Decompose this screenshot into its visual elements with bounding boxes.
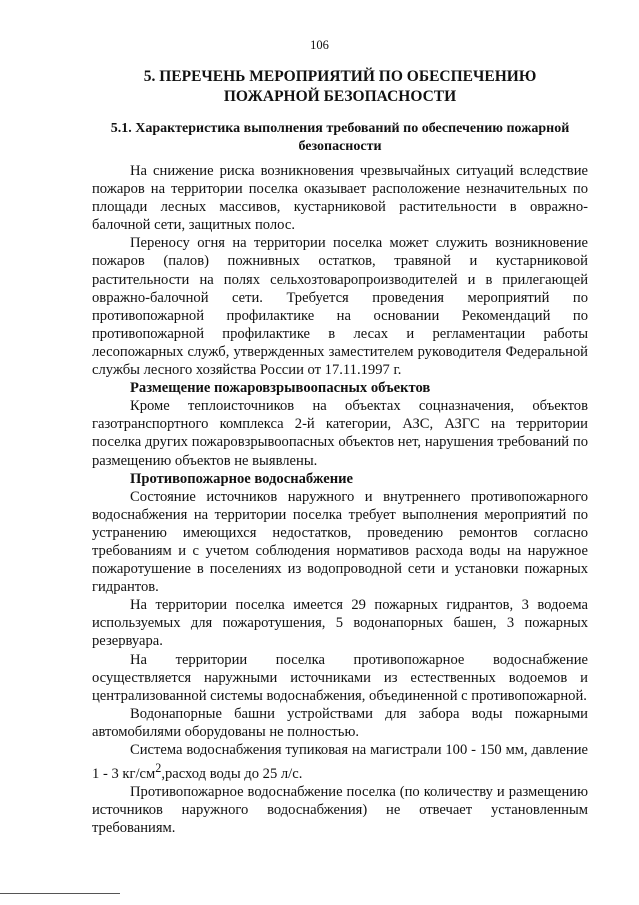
page-number: 106 xyxy=(310,38,329,52)
paragraph: Кроме теплоисточников на объектах соцназначения, объектов газотранспортного комплекса 2-й категории, АЗС, АЗГС на территории поселка других пожаровзрывоопасных объектов нет, нарушения требований по размещению объектов не выявлены. xyxy=(92,398,588,469)
subsection-title: 5.1. Характеристика выполнения требований по обеспечению пожарной безопасности xyxy=(110,121,570,154)
paragraph: Переносу огня на территории поселка может служить возникновение пожаров (палов) пожнивных остатков, травяной и кустарниковой растительности на полях сельхозтоваропроизводителей и в прилегающей овражно-балочной сети. Требуется проведения мероприятий по противопожарной профилактике на основании Рекомендаций по противопожарной профилактике в лесах и регламентации работы лесопожарных служб, утвержденных заместителем руководителя Федеральной службы лесного хозяйства России от 17.11.1997 г. xyxy=(92,235,588,379)
pressure-text: Система водоснабжения тупиковая на магистрали 100 - 150 мм, давление 1 - 3 кг/см xyxy=(92,742,588,782)
bottom-rule xyxy=(0,893,120,894)
superscript: 2 xyxy=(155,761,162,776)
flow-rate-text: ,расход воды до 25 л/с. xyxy=(161,765,303,782)
paragraph: На снижение риска возникновения чрезвычайных ситуаций вследствие пожаров на территории поселка оказывает расположение незначительных по площади лесных массивов, кустарниковой растительности в овражно-балочной сети, защитных полос. xyxy=(92,163,588,234)
subheading-hazardous-objects: Размещение пожаровзрывоопасных объектов xyxy=(130,380,431,397)
body-text xyxy=(92,162,588,837)
paragraph: Противопожарное водоснабжение поселка (по количеству и размещению источников наружного водоснабжения) не отвечает установленным требованиям. xyxy=(92,784,588,837)
paragraph: На территории поселка имеется 29 пожарных гидрантов, 3 водоема используемых для пожаротушения, 5 водонапорных башен, 3 пожарных резервуара. xyxy=(92,597,588,650)
paragraph: На территории поселка противопожарное водоснабжение осуществляется наружными источниками из естественных водоемов и централизованной системы водоснабжения, объединенной с противопожарной. xyxy=(92,651,588,704)
subheading-fire-water-supply: Противопожарное водоснабжение xyxy=(130,470,354,487)
paragraph: Состояние источников наружного и внутреннего противопожарного водоснабжения на территории поселка требует выполнения мероприятий по устранению имеющихся недостатков, проведению ремонтов согласно требованиям и с учетом соблюдения нормативов расхода воды на наружное пожаротушение в поселениях из водопроводной сети и установки пожарных гидрантов. xyxy=(92,488,588,596)
paragraph-pressure xyxy=(92,741,588,783)
paragraph: Водонапорные башни устройствами для забора воды пожарными автомобилями оборудованы не полностью. xyxy=(92,705,588,740)
section-title: 5. ПЕРЕЧЕНЬ МЕРОПРИЯТИЙ ПО ОБЕСПЕЧЕНИЮ ПОЖАРНОЙ БЕЗОПАСНОСТИ xyxy=(143,68,537,105)
